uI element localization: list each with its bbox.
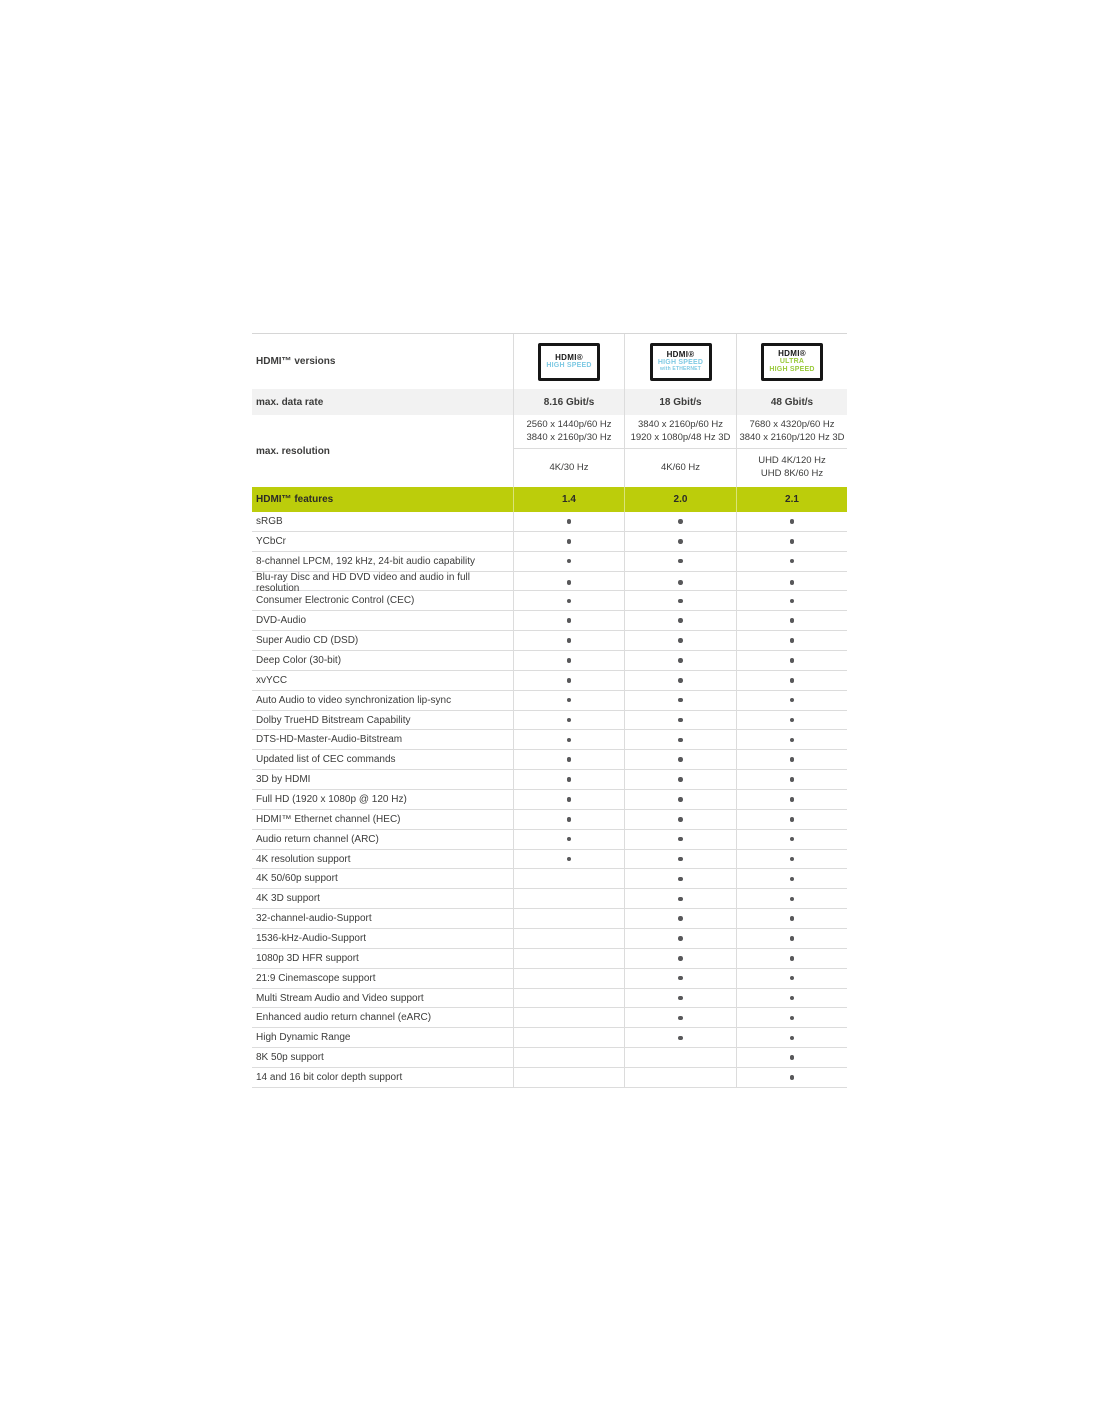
feature-label: 4K resolution support	[256, 853, 351, 865]
support-cell-hdmi14	[513, 631, 624, 650]
bullet-icon	[678, 897, 683, 902]
table-row	[252, 730, 847, 750]
support-cell-hdmi21	[736, 869, 847, 888]
bullet-icon	[567, 618, 572, 623]
data-rate-hdmi21: 48 Gbit/s	[736, 389, 847, 415]
support-cell-hdmi21	[736, 810, 847, 829]
support-cell-hdmi21	[736, 1008, 847, 1027]
feature-label: Full HD (1920 x 1080p @ 120 Hz)	[256, 793, 407, 805]
table-row	[252, 830, 847, 850]
support-cell-hdmi14	[513, 711, 624, 730]
support-cell-hdmi14	[513, 909, 624, 928]
support-cell-hdmi14	[513, 770, 624, 789]
table-row	[252, 1028, 847, 1048]
feature-label: 4K 50/60p support	[256, 873, 338, 885]
bullet-icon	[567, 857, 572, 862]
table-row	[252, 711, 847, 731]
support-cell-hdmi14	[513, 1068, 624, 1087]
table-row	[252, 611, 847, 631]
support-cell-hdmi20	[624, 512, 736, 531]
feature-label: Enhanced audio return channel (eARC)	[256, 1012, 432, 1024]
hdmi-wordmark: HDMI®	[555, 352, 583, 362]
bullet-icon	[567, 718, 572, 723]
support-cell-hdmi20	[624, 552, 736, 571]
versions-row	[252, 334, 847, 389]
support-cell-hdmi21	[736, 552, 847, 571]
hdmi14-logo-cell	[513, 334, 624, 389]
bullet-icon	[790, 837, 795, 842]
feature-label: High Dynamic Range	[256, 1032, 351, 1044]
bullet-icon	[567, 738, 572, 743]
table-row	[252, 850, 847, 870]
support-cell-hdmi21	[736, 830, 847, 849]
bullet-icon	[678, 599, 683, 604]
resolution-line: 2560 x 1440p/60 Hz	[526, 418, 612, 430]
resolution-line: UHD 8K/60 Hz	[760, 468, 824, 479]
bullet-icon	[678, 797, 683, 802]
table-row	[252, 790, 847, 810]
support-cell-hdmi14	[513, 552, 624, 571]
features-header-label: HDMI™ features	[256, 494, 334, 505]
data-rate-hdmi14: 8.16 Gbit/s	[513, 389, 624, 415]
table-row	[252, 631, 847, 651]
table-row	[252, 572, 847, 592]
support-cell-hdmi14	[513, 651, 624, 670]
bullet-icon	[678, 817, 683, 822]
support-cell-hdmi14	[513, 1008, 624, 1027]
bullet-icon	[678, 777, 683, 782]
support-cell-hdmi20	[624, 730, 736, 749]
hdmi-high-speed-logo: HDMI® HIGH SPEED	[538, 343, 600, 381]
support-cell-hdmi21	[736, 929, 847, 948]
table-row	[252, 810, 847, 830]
bullet-icon	[567, 580, 572, 585]
bullet-icon	[790, 976, 795, 981]
support-cell-hdmi21	[736, 1068, 847, 1087]
support-cell-hdmi20	[624, 750, 736, 769]
support-cell-hdmi21	[736, 631, 847, 650]
bullet-icon	[790, 599, 795, 604]
feature-label: 1536-kHz-Audio-Support	[256, 932, 367, 944]
resolution-row-label: max. resolution	[256, 445, 330, 457]
resolution-4k-hdmi14	[513, 449, 624, 487]
support-cell-hdmi21	[736, 750, 847, 769]
bullet-icon	[790, 797, 795, 802]
support-cell-hdmi20	[624, 810, 736, 829]
feature-label: 8K 50p support	[256, 1052, 324, 1064]
feature-label: DTS-HD-Master-Audio-Bitstream	[256, 734, 403, 746]
support-cell-hdmi21	[736, 691, 847, 710]
support-cell-hdmi21	[736, 770, 847, 789]
bullet-icon	[678, 857, 683, 862]
bullet-icon	[678, 1016, 683, 1021]
hdmi-comparison-table	[252, 333, 847, 1088]
bullet-icon	[567, 539, 572, 544]
bullet-icon	[790, 956, 795, 961]
table-row	[252, 671, 847, 691]
table-row	[252, 989, 847, 1009]
support-cell-hdmi20	[624, 969, 736, 988]
table-row	[252, 929, 847, 949]
bullet-icon	[790, 658, 795, 663]
table-row	[252, 1048, 847, 1068]
hdmi20-logo-cell	[624, 334, 736, 389]
support-cell-hdmi14	[513, 869, 624, 888]
resolution-line: 7680 x 4320p/60 Hz	[749, 418, 835, 430]
bullet-icon	[567, 519, 572, 524]
bullet-icon	[678, 738, 683, 743]
support-cell-hdmi20	[624, 790, 736, 809]
bullet-icon	[790, 857, 795, 862]
bullet-icon	[678, 618, 683, 623]
support-cell-hdmi21	[736, 512, 847, 531]
bullet-icon	[567, 559, 572, 564]
resolution-line: 3840 x 2160p/30 Hz	[526, 431, 612, 443]
bullet-icon	[790, 817, 795, 822]
data-rate-row-label: max. data rate	[256, 396, 324, 408]
support-cell-hdmi21	[736, 591, 847, 610]
hdmi21-logo-cell	[736, 334, 847, 389]
support-cell-hdmi20	[624, 591, 736, 610]
resolution-hdmi21	[736, 415, 847, 449]
resolution-line: 3840 x 2160p/120 Hz 3D	[739, 431, 845, 443]
feature-label: Dolby TrueHD Bitstream Capability	[256, 714, 411, 726]
support-cell-hdmi20	[624, 611, 736, 630]
bullet-icon	[567, 638, 572, 643]
data-rate-hdmi20: 18 Gbit/s	[624, 389, 736, 415]
bullet-icon	[567, 777, 572, 782]
support-cell-hdmi20	[624, 691, 736, 710]
hdmi-wordmark: HDMI®	[778, 348, 806, 358]
support-cell-hdmi20	[624, 949, 736, 968]
support-cell-hdmi20	[624, 671, 736, 690]
bullet-icon	[678, 877, 683, 882]
support-cell-hdmi20	[624, 909, 736, 928]
feature-label: Super Audio CD (DSD)	[256, 635, 359, 647]
resolution-line: 3840 x 2160p/60 Hz	[637, 418, 724, 430]
support-cell-hdmi14	[513, 969, 624, 988]
bullet-icon	[678, 519, 683, 524]
features-header-row	[252, 487, 847, 512]
support-cell-hdmi20	[624, 830, 736, 849]
support-cell-hdmi21	[736, 730, 847, 749]
bullet-icon	[678, 956, 683, 961]
feature-label: YCbCr	[256, 535, 287, 547]
support-cell-hdmi21	[736, 1028, 847, 1047]
support-cell-hdmi20	[624, 1048, 736, 1067]
table-row	[252, 532, 847, 552]
support-cell-hdmi20	[624, 850, 736, 869]
bullet-icon	[678, 718, 683, 723]
feature-label: Multi Stream Audio and Video support	[256, 992, 424, 1004]
feature-label: Updated list of CEC commands	[256, 754, 396, 766]
bullet-icon	[567, 837, 572, 842]
support-cell-hdmi21	[736, 909, 847, 928]
bullet-icon	[790, 1075, 795, 1080]
bullet-icon	[790, 539, 795, 544]
bullet-icon	[678, 936, 683, 941]
table-row	[252, 969, 847, 989]
bullet-icon	[790, 1055, 795, 1060]
bullet-icon	[790, 877, 795, 882]
table-row	[252, 512, 847, 532]
version-number-hdmi14: 1.4	[513, 487, 624, 512]
bullet-icon	[678, 1036, 683, 1041]
support-cell-hdmi14	[513, 611, 624, 630]
table-row	[252, 1008, 847, 1028]
bullet-icon	[790, 916, 795, 921]
table-row	[252, 591, 847, 611]
resolution-line: 4K/30 Hz	[549, 461, 589, 473]
feature-label: Blu-ray Disc and HD DVD video and audio in full resolution	[256, 571, 470, 594]
table-row	[252, 909, 847, 929]
feature-label: 1080p 3D HFR support	[256, 952, 359, 964]
resolution-line: 4K/60 Hz	[660, 461, 701, 473]
support-cell-hdmi14	[513, 750, 624, 769]
bullet-icon	[790, 757, 795, 762]
support-cell-hdmi20	[624, 770, 736, 789]
feature-label: 4K 3D support	[256, 893, 320, 905]
bullet-icon	[790, 718, 795, 723]
bullet-icon	[790, 698, 795, 703]
bullet-icon	[567, 817, 572, 822]
bullet-icon	[678, 658, 683, 663]
support-cell-hdmi21	[736, 671, 847, 690]
support-cell-hdmi20	[624, 889, 736, 908]
support-cell-hdmi20	[624, 989, 736, 1008]
resolution-4k-hdmi20	[624, 449, 736, 487]
bullet-icon	[790, 1036, 795, 1041]
table-row	[252, 869, 847, 889]
support-cell-hdmi20	[624, 929, 736, 948]
support-cell-hdmi21	[736, 850, 847, 869]
table-row	[252, 691, 847, 711]
bullet-icon	[790, 638, 795, 643]
support-cell-hdmi21	[736, 532, 847, 551]
resolution-4k-hdmi21	[736, 449, 847, 487]
support-cell-hdmi21	[736, 572, 847, 594]
support-cell-hdmi20	[624, 651, 736, 670]
bullet-icon	[678, 638, 683, 643]
support-cell-hdmi14	[513, 572, 624, 594]
feature-label: Auto Audio to video synchronization lip-sync	[256, 694, 452, 706]
feature-label: DVD-Audio	[256, 615, 307, 627]
bullet-icon	[790, 580, 795, 585]
bullet-icon	[567, 658, 572, 663]
bullet-icon	[790, 618, 795, 623]
resolution-row	[252, 415, 847, 487]
support-cell-hdmi14	[513, 989, 624, 1008]
feature-rows	[252, 512, 847, 1088]
bullet-icon	[790, 777, 795, 782]
feature-label: 3D by HDMI	[256, 774, 311, 786]
support-cell-hdmi14	[513, 1048, 624, 1067]
feature-label: Deep Color (30-bit)	[256, 654, 342, 666]
bullet-icon	[678, 559, 683, 564]
bullet-icon	[790, 1016, 795, 1021]
support-cell-hdmi20	[624, 572, 736, 594]
support-cell-hdmi20	[624, 869, 736, 888]
support-cell-hdmi14	[513, 790, 624, 809]
bullet-icon	[567, 797, 572, 802]
support-cell-hdmi20	[624, 1068, 736, 1087]
support-cell-hdmi21	[736, 989, 847, 1008]
bullet-icon	[790, 897, 795, 902]
bullet-icon	[678, 698, 683, 703]
support-cell-hdmi21	[736, 969, 847, 988]
hdmi-high-speed-ethernet-logo: HDMI® HIGH SPEED with ETHERNET	[650, 343, 712, 381]
bullet-icon	[567, 599, 572, 604]
version-number-hdmi20: 2.0	[624, 487, 736, 512]
feature-label: 8-channel LPCM, 192 kHz, 24-bit audio capability	[256, 555, 476, 567]
data-rate-row	[252, 389, 847, 415]
hdmi-ultra-high-speed-logo: HDMI® ULTRA HIGH SPEED	[761, 343, 823, 381]
support-cell-hdmi14	[513, 929, 624, 948]
hdmi-wordmark: HDMI®	[666, 350, 695, 359]
table-row	[252, 552, 847, 572]
support-cell-hdmi21	[736, 611, 847, 630]
bullet-icon	[678, 996, 683, 1001]
support-cell-hdmi14	[513, 532, 624, 551]
version-number-hdmi21: 2.1	[736, 487, 847, 512]
bullet-icon	[678, 976, 683, 981]
bullet-icon	[678, 916, 683, 921]
feature-label: 14 and 16 bit color depth support	[256, 1071, 403, 1083]
table-row	[252, 651, 847, 671]
resolution-line: 1920 x 1080p/48 Hz 3D	[630, 431, 731, 443]
bullet-icon	[678, 580, 683, 585]
table-row	[252, 750, 847, 770]
bullet-icon	[790, 738, 795, 743]
bullet-icon	[567, 698, 572, 703]
bullet-icon	[678, 757, 683, 762]
resolution-line: UHD 4K/120 Hz	[758, 455, 826, 467]
versions-row-label: HDMI™ versions	[256, 356, 336, 367]
feature-label: xvYCC	[256, 674, 288, 686]
bullet-icon	[790, 996, 795, 1001]
bullet-icon	[790, 519, 795, 524]
feature-label: Audio return channel (ARC)	[256, 833, 379, 845]
feature-label: sRGB	[256, 515, 283, 527]
support-cell-hdmi14	[513, 671, 624, 690]
feature-label: 21:9 Cinemascope support	[256, 972, 376, 984]
table-row	[252, 1068, 847, 1088]
support-cell-hdmi14	[513, 691, 624, 710]
feature-label: Consumer Electronic Control (CEC)	[256, 595, 415, 607]
feature-label: HDMI™ Ethernet channel (HEC)	[256, 813, 401, 825]
support-cell-hdmi21	[736, 790, 847, 809]
support-cell-hdmi14	[513, 512, 624, 531]
support-cell-hdmi20	[624, 1028, 736, 1047]
support-cell-hdmi14	[513, 810, 624, 829]
bullet-icon	[678, 837, 683, 842]
support-cell-hdmi21	[736, 1048, 847, 1067]
support-cell-hdmi14	[513, 1028, 624, 1047]
support-cell-hdmi20	[624, 631, 736, 650]
support-cell-hdmi14	[513, 850, 624, 869]
bullet-icon	[678, 539, 683, 544]
support-cell-hdmi21	[736, 889, 847, 908]
resolution-hdmi20	[624, 415, 736, 449]
support-cell-hdmi14	[513, 730, 624, 749]
support-cell-hdmi20	[624, 1008, 736, 1027]
support-cell-hdmi20	[624, 711, 736, 730]
table-row	[252, 949, 847, 969]
bullet-icon	[567, 757, 572, 762]
feature-label: 32-channel-audio-Support	[256, 913, 372, 925]
bullet-icon	[678, 678, 683, 683]
bullet-icon	[567, 678, 572, 683]
support-cell-hdmi14	[513, 830, 624, 849]
resolution-hdmi14	[513, 415, 624, 449]
support-cell-hdmi14	[513, 889, 624, 908]
table-row	[252, 770, 847, 790]
bullet-icon	[790, 559, 795, 564]
support-cell-hdmi14	[513, 591, 624, 610]
support-cell-hdmi21	[736, 651, 847, 670]
support-cell-hdmi21	[736, 949, 847, 968]
support-cell-hdmi20	[624, 532, 736, 551]
bullet-icon	[790, 678, 795, 683]
support-cell-hdmi21	[736, 711, 847, 730]
support-cell-hdmi14	[513, 949, 624, 968]
table-row	[252, 889, 847, 909]
bullet-icon	[790, 936, 795, 941]
